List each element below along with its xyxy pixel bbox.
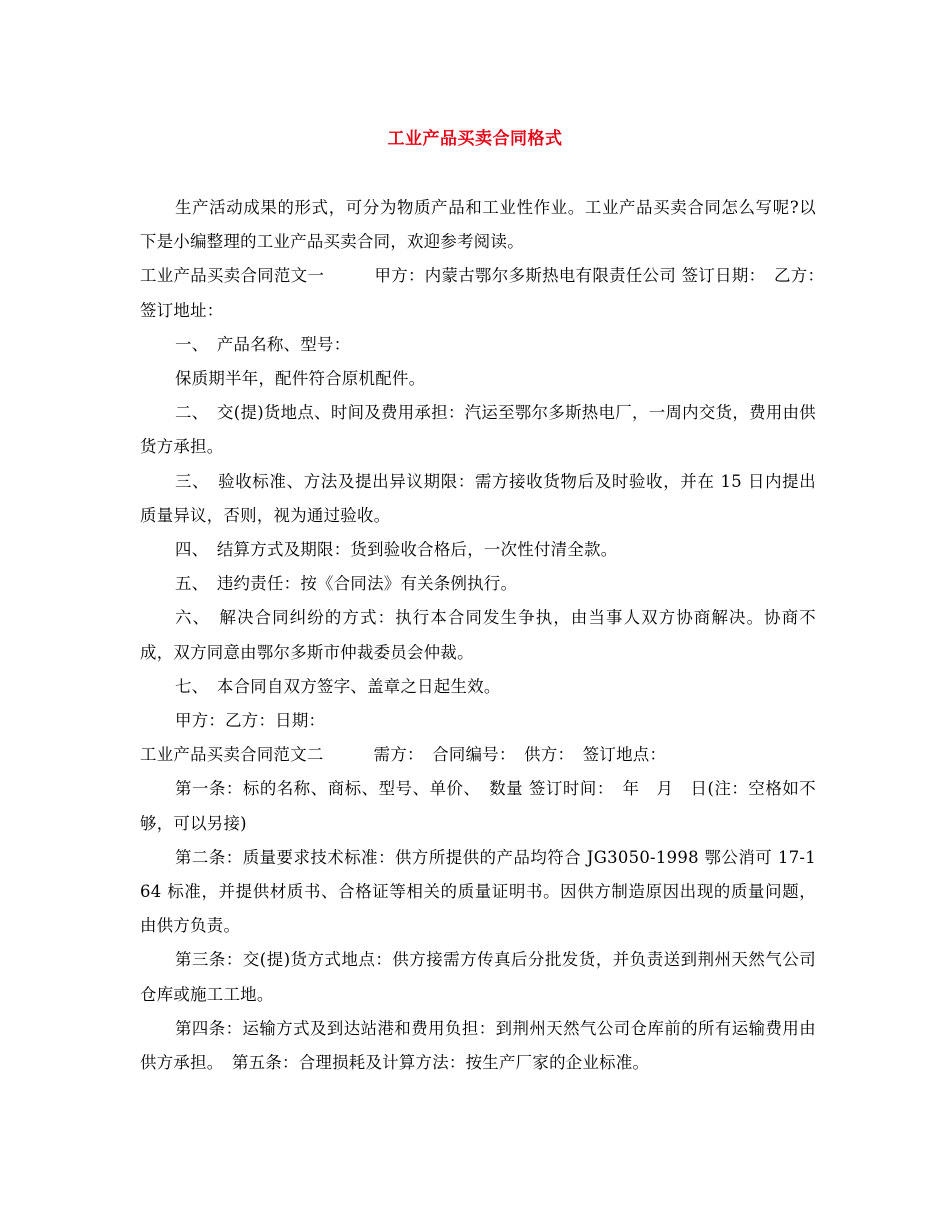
document-body [140,191,833,1080]
paragraph-sample-two-head: 工业产品买卖合同范文二 需方： 合同编号： 供方： 签订地点： [140,745,667,765]
paragraph-article-3: 第三条：交(提)货方式地点：供方接需方传真后分批发货，并负责送到荆州天然气公司仓库或施工工地。 [140,950,816,1004]
paragraph-clause-6: 六、 解决合同纠纷的方式：执行本合同发生争执，由当事人双方协商解决。协商不成，双方同意由鄂尔多斯市仲裁委员会仲裁。 [140,608,816,662]
paragraph-warranty: 保质期半年，配件符合原机配件。 [175,369,426,389]
paragraph-clause-7: 七、 本合同自双方签字、盖章之日起生效。 [175,676,501,696]
paragraph-clause-5: 五、 违约责任：按《合同法》有关条例执行。 [175,574,518,594]
paragraph-clause-3: 三、 验收标准、方法及提出异议期限：需方接收货物后及时验收，并在 15 日内提出质量异议，否则，视为通过验收。 [140,471,816,525]
paragraph-clause-1: 一、 产品名称、型号： [175,334,351,354]
paragraph-article-1: 第一条：标的名称、商标、型号、单价、 数量 签订时间： 年 月 日(注：空格如不够，可以另接) [140,779,816,833]
paragraph-intro: 生产活动成果的形式，可分为物质产品和工业性作业。工业产品买卖合同怎么写呢?以下是小编整理的工业产品买卖合同，欢迎参考阅读。 [140,198,816,252]
paragraph-sample-one-head: 工业产品买卖合同范文一 甲方：内蒙古鄂尔多斯热电有限责任公司 签订日期： 乙方： 签订地址： [140,266,833,320]
paragraph-article-2: 第二条：质量要求技术标准：供方所提供的产品均符合 JG3050-1998 鄂公消可 17-164 标准，并提供材质书、合格证等相关的质量证明书。因供方制造原因出现的质量问题，由供方负责。 [140,847,816,936]
paragraph-clause-2: 二、 交(提)货地点、时间及费用承担：汽运至鄂尔多斯热电厂，一周内交货，费用由供货方承担。 [140,403,816,457]
paragraph-clause-4: 四、 结算方式及期限：货到验收合格后，一次性付清全款。 [175,540,618,560]
document-title: 工业产品买卖合同格式 [387,129,563,149]
paragraph-article-4: 第四条：运输方式及到达站港和费用负担：到荆州天然气公司仓库前的所有运输费用由供方承担。 第五条：合理损耗及计算方法：按生产厂家的企业标准。 [140,1018,816,1073]
paragraph-signatures: 甲方：乙方：日期： [175,711,326,731]
